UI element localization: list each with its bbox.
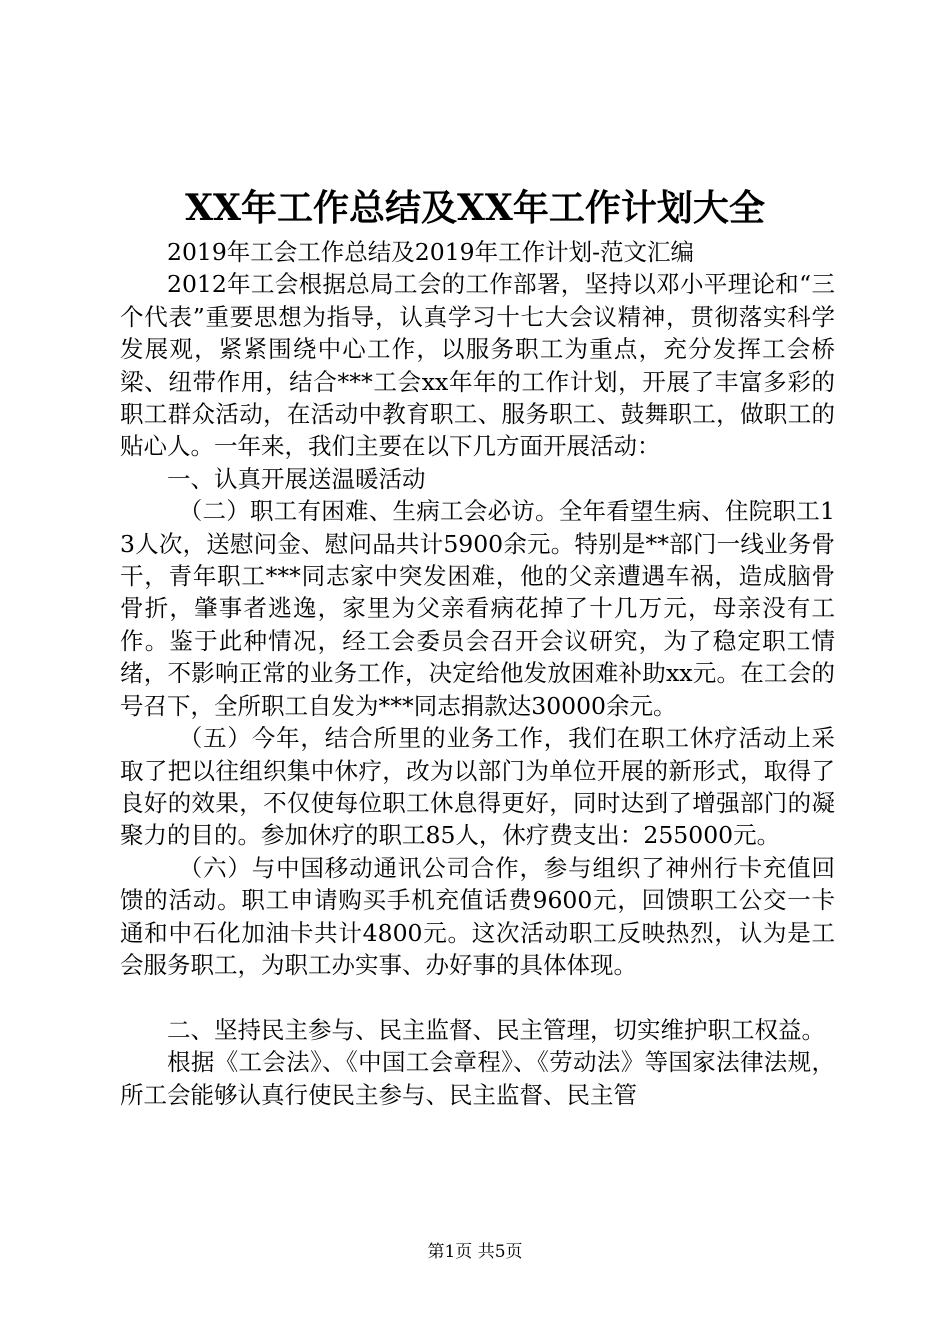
paragraph-subtitle: 2019年工会工作总结及2019年工作计划-范文汇编 (167, 238, 695, 266)
heading-section-1: 一、认真开展送温暖活动 (167, 464, 426, 493)
page-number: 第1页 共5页 (427, 1242, 523, 1262)
paragraph-item-6: （六）与中国移动通讯公司合作，参与组织了神州行卡充值回馈的活动。职工申请购买手机充值话费9600元，回馈职工公交一卡通和中石化加油卡共计4800元。这次活动职工反映热烈，认为是工会服务职工，为职工办实事、办好事的具体体现。 (120, 853, 835, 979)
paragraph-item-2: （二）职工有困难、生病工会必访。全年看望生病、住院职工13人次，送慰问金、慰问品共计5900余元。特别是**部门一线业务骨干，青年职工***同志家中突发困难，他的父亲遭遇车祸，造成脑骨骨折，肇事者逃逸，家里为父亲看病花掉了十几万元，母亲没有工作。鉴于此种情况，经工会委员会召开会议研究，为了稳定职工情绪，不影响正常的业务工作，决定给他发放困难补助xx元。在工会的号召下，全所职工自发为***同志捐款达30000余元。 (120, 497, 835, 720)
document-title: XX年工作总结及XX年工作计划大全 (185, 187, 765, 229)
paragraph-intro: 2012年工会根据总局工会的工作部署，坚持以邓小平理论和“三个代表”重要思想为指导，认真学习十七大会议精神，贯彻落实科学发展观，紧紧围绕中心工作，以服务职工为重点，充分发挥工会桥梁、纽带作用，结合***工会xx年年的工作计划，开展了丰富多彩的职工群众活动，在活动中教育职工、服务职工、鼓舞职工，做职工的贴心人。一年来，我们主要在以下几方面开展活动： (120, 270, 835, 461)
heading-section-2: 二、坚持民主参与、民主监督、民主管理，切实维护职工权益。 (167, 1015, 825, 1044)
paragraph-item-5: （五）今年，结合所里的业务工作，我们在职工休疗活动上采取了把以往组织集中休疗，改为以部门为单位开展的新形式，取得了良好的效果，不仅使每位职工休息得更好，同时达到了增强部门的凝聚力的目的。参加休疗的职工85人，休疗费支出：255000元。 (120, 724, 835, 850)
document-body (120, 236, 835, 1111)
paragraph-section-2: 根据《工会法》、《中国工会章程》、《劳动法》等国家法律法规，所工会能够认真行使民主参与、民主监督、民主管 (120, 1048, 835, 1109)
